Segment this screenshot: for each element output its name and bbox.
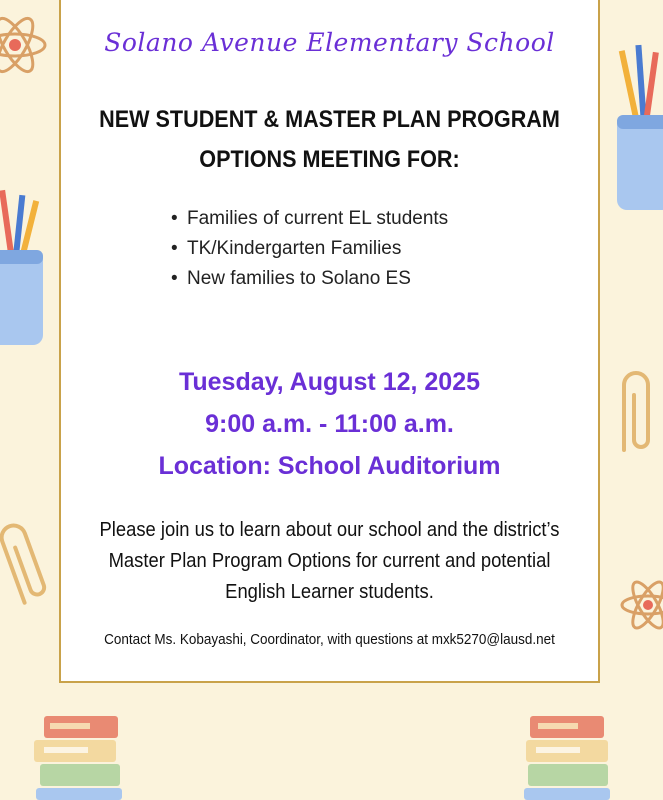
list-item: • TK/Kindergarten Families [171,234,448,264]
paperclip-icon-left [0,510,50,610]
book-stack-icon-left [30,712,130,800]
contact-info: Contact Ms. Kobayashi, Coordinator, with questions at mxk5270@lausd.net [104,632,555,648]
pencil-cup-icon-left [0,180,48,350]
atom-icon-right [618,575,663,635]
flyer-card [59,0,600,683]
audience-list [171,204,448,294]
list-item: • New families to Solano ES [171,264,448,294]
list-item: • Families of current EL students [171,204,448,234]
heading-line-1: NEW STUDENT & MASTER PLAN PROGRAM [99,106,560,133]
description [90,515,569,608]
description-line-3: English Learner students. [225,581,434,603]
event-time: 9:00 a.m. - 11:00 a.m. [205,410,454,438]
event-location: Location: School Auditorium [158,452,501,480]
heading-line-2: OPTIONS MEETING FOR: [199,146,460,173]
event-date: Tuesday, August 12, 2025 [178,368,481,396]
pencil-cup-icon-right [612,40,663,210]
event-details [61,361,598,487]
school-name: Solano Avenue Elementary School [104,28,555,57]
atom-icon-top-left [0,10,50,80]
meeting-heading [97,100,562,180]
book-stack-icon-right [520,712,620,800]
description-line-1: Please join us to learn about our school and the district’s [99,519,560,541]
paperclip-icon-right [612,360,662,460]
description-line-2: Master Plan Program Options for current and potential [108,550,551,572]
